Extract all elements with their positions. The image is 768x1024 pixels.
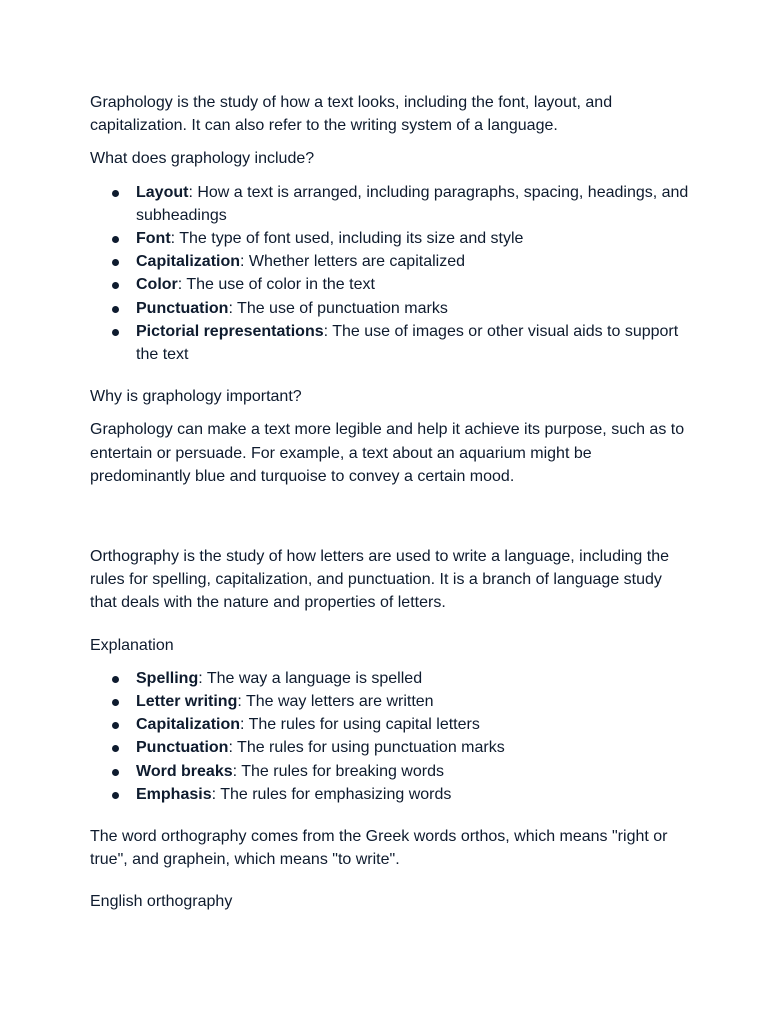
etymology-paragraph: The word orthography comes from the Greek words orthos, which means "right or true", and graphein, which means "to write". — [90, 828, 668, 869]
list-item — [90, 736, 690, 759]
orthography-intro-paragraph: Orthography is the study of how letters are used to write a language, including the rules for spelling, capitalization, and punctuation. It is a branch of language study that deals with the nature and properties of letters. — [90, 548, 670, 612]
list-item-term: Color — [136, 276, 178, 294]
list-item-term: Pictorial representations — [136, 322, 324, 340]
list-item — [90, 783, 690, 806]
list-item-term: Layout — [136, 183, 189, 201]
list-item-desc: : How a text is arranged, including paragraphs, spacing, headings, and subheadings — [136, 183, 689, 224]
bullet-icon — [112, 329, 119, 336]
bullet-icon — [112, 792, 119, 799]
list-item — [90, 760, 690, 783]
bullet-icon — [112, 676, 119, 683]
graphology-intro-paragraph: Graphology is the study of how a text looks, including the font, layout, and capitalization. It can also refer to the writing system of a language. — [90, 94, 613, 135]
list-item-desc: : The rules for breaking words — [232, 762, 444, 780]
list-item-term: Spelling — [136, 669, 199, 687]
list-item-desc: : The type of font used, including its size and style — [170, 230, 524, 248]
graphology-question: What does graphology include? — [90, 150, 315, 168]
list-item-desc: : Whether letters are capitalized — [240, 253, 466, 271]
bullet-icon — [112, 190, 119, 197]
english-orthography-heading: English orthography — [90, 893, 233, 911]
explanation-heading: Explanation — [90, 636, 174, 654]
list-item-term: Font — [136, 230, 171, 248]
list-item — [90, 250, 690, 273]
list-item — [90, 713, 690, 736]
bullet-icon — [112, 306, 119, 313]
list-item-desc: : The use of color in the text — [177, 276, 375, 294]
list-item — [90, 273, 690, 296]
list-item-desc: : The use of images or other visual aids to support the text — [136, 322, 679, 364]
list-item-desc: : The rules for using punctuation marks — [228, 739, 505, 757]
list-item-term: Punctuation — [136, 299, 229, 317]
list-item — [90, 320, 690, 366]
list-item — [90, 227, 690, 250]
bullet-icon — [112, 699, 119, 706]
list-item-term: Capitalization — [136, 716, 241, 734]
list-item-term: Emphasis — [136, 785, 212, 803]
bullet-icon — [112, 236, 119, 243]
list-item-desc: : The rules for using capital letters — [240, 716, 480, 734]
list-item-desc: : The use of punctuation marks — [228, 299, 448, 317]
bullet-icon — [112, 259, 119, 266]
orthography-list — [90, 667, 690, 806]
list-item-term: Punctuation — [136, 739, 229, 757]
bullet-icon — [112, 769, 119, 776]
list-item-desc: : The rules for emphasizing words — [211, 785, 452, 803]
list-item-term: Word breaks — [136, 762, 233, 780]
document-content — [90, 91, 690, 914]
importance-paragraph: Graphology can make a text more legible and help it achieve its purpose, such as to entertain or persuade. For example, a text about an aquarium might be predominantly blue and turquoise to convey a certain mood. — [90, 421, 685, 485]
list-item-term: Letter writing — [136, 693, 238, 711]
graphology-list — [90, 181, 690, 367]
list-item — [90, 690, 690, 713]
list-item-desc: : The way a language is spelled — [198, 669, 423, 687]
bullet-icon — [112, 722, 119, 729]
list-item-desc: : The way letters are written — [237, 693, 434, 711]
list-item — [90, 667, 690, 690]
importance-question: Why is graphology important? — [90, 388, 302, 406]
bullet-icon — [112, 282, 119, 289]
list-item — [90, 297, 690, 320]
list-item — [90, 181, 690, 227]
list-item-term: Capitalization — [136, 253, 241, 271]
bullet-icon — [112, 745, 119, 752]
